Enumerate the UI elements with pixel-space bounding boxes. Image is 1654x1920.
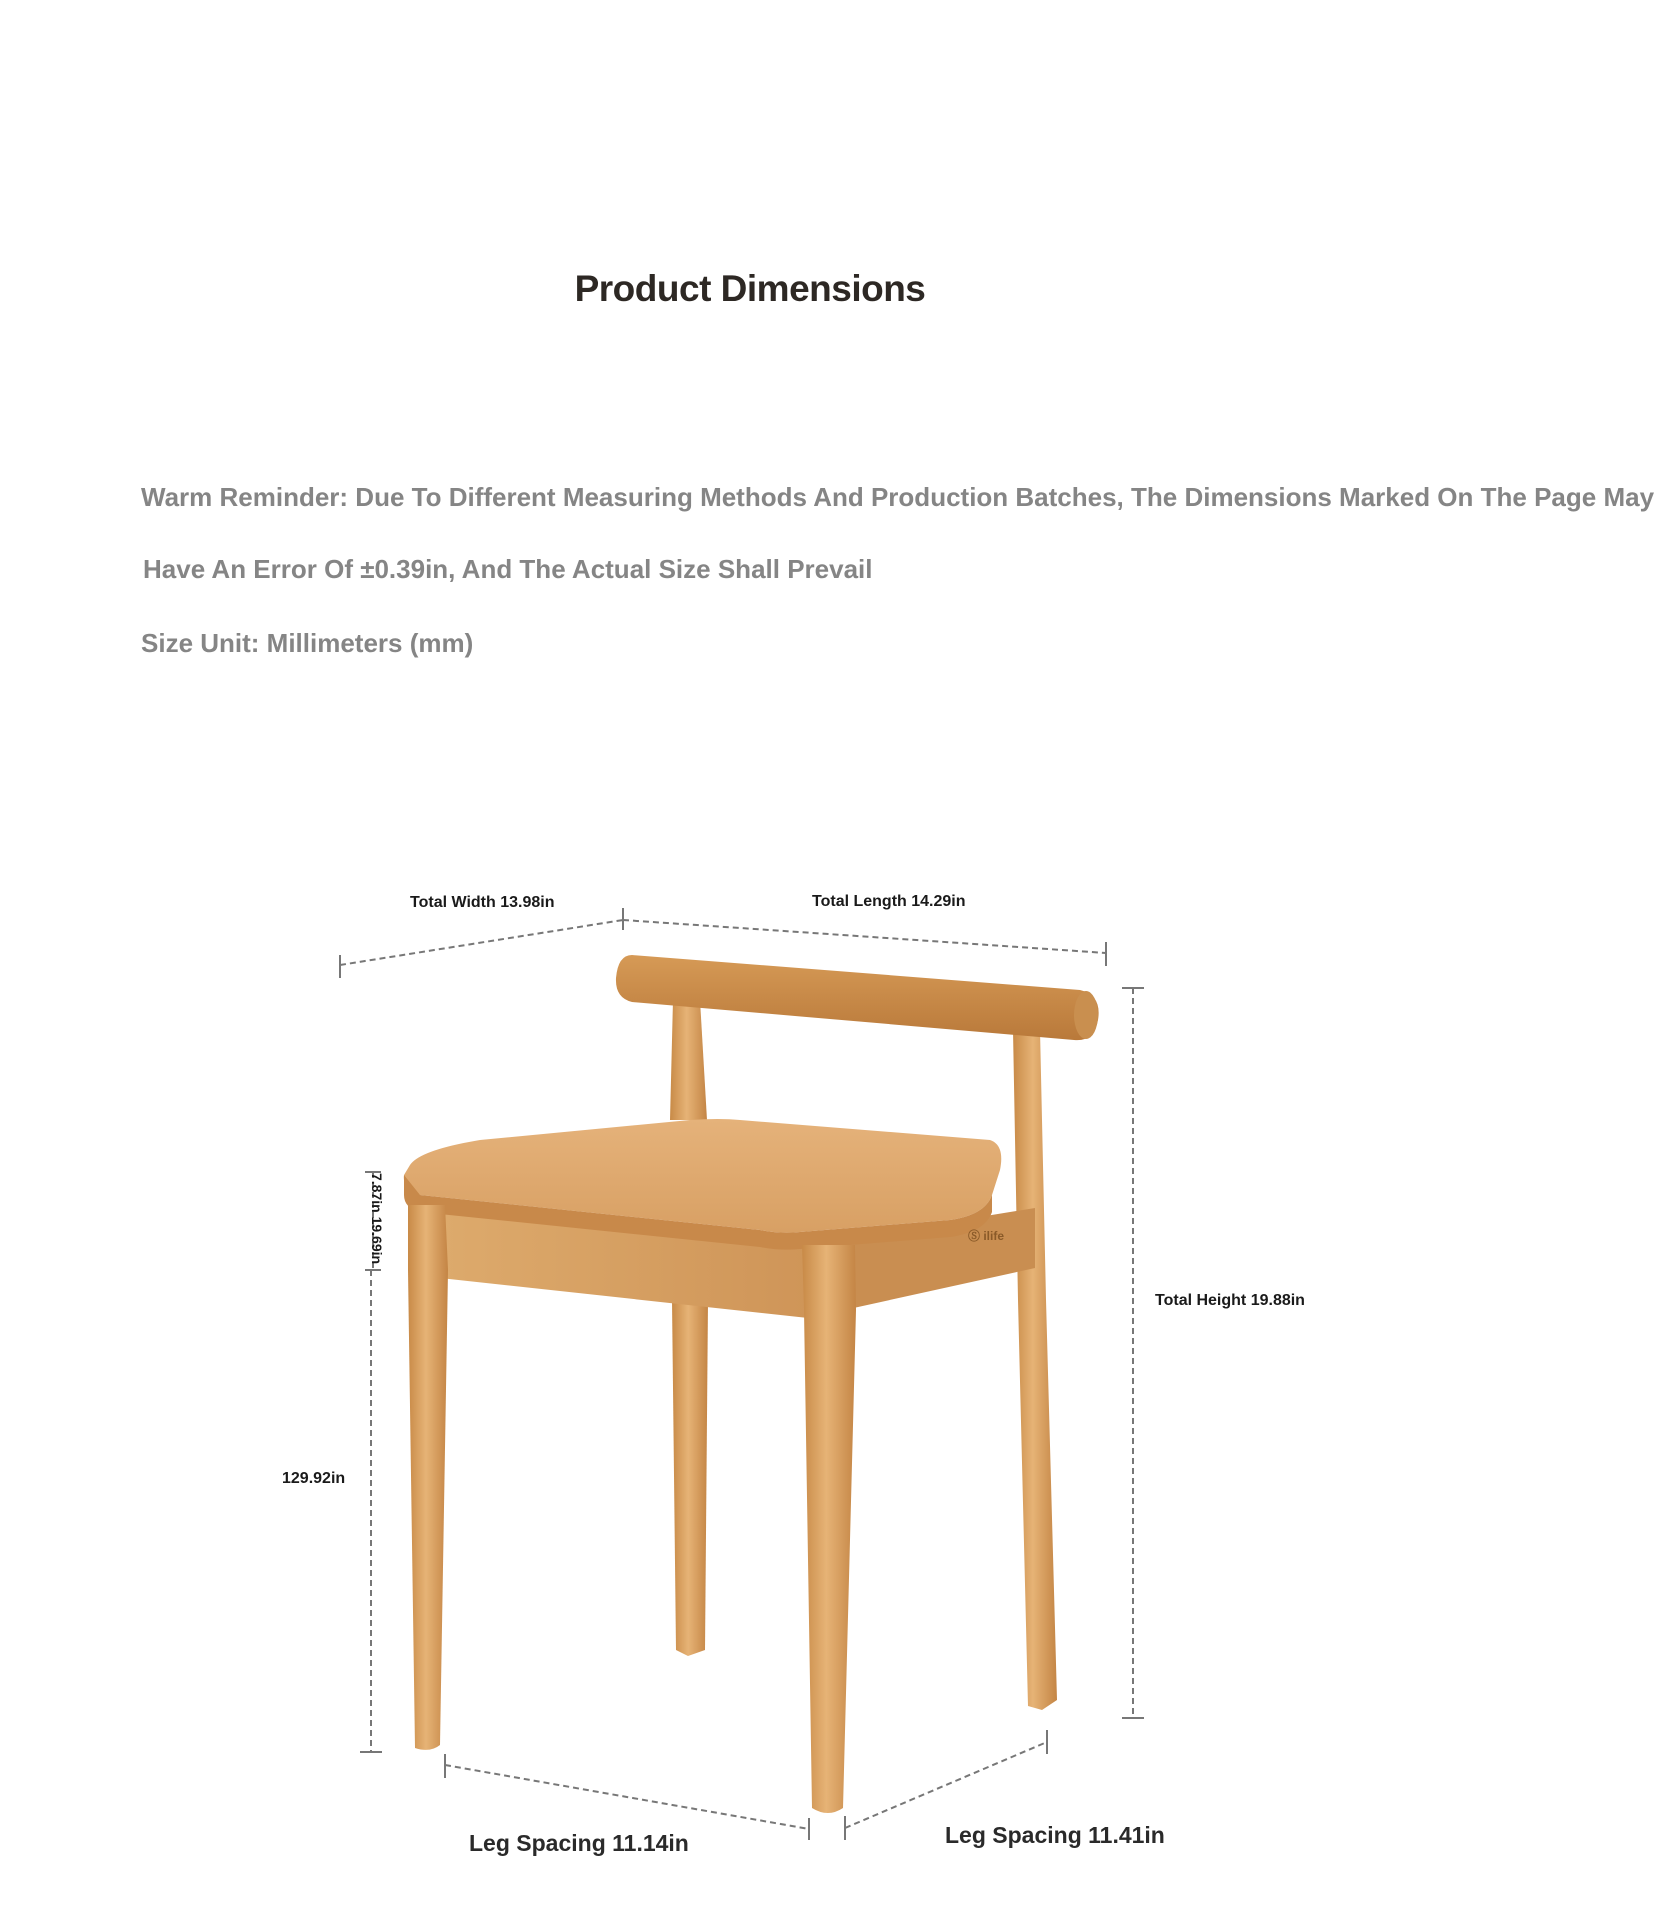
total-width-label: Total Width 13.98in	[410, 894, 555, 911]
backrest-dimension-label: 7.87in 19.69in	[369, 1173, 385, 1265]
page-title: Product Dimensions	[574, 268, 926, 309]
seat-height-label: 129.92in	[282, 1470, 346, 1487]
total-length-label: Total Length 14.29in	[812, 893, 966, 910]
leg-spacing-side-label: Leg Spacing 11.41in	[945, 1822, 1165, 1848]
total-height-label: Total Height 19.88in	[1155, 1292, 1305, 1309]
size-unit-note: Size Unit: Millimeters (mm)	[141, 628, 474, 658]
warm-reminder-line-2: Have An Error Of ±0.39in, And The Actual Size Shall Prevail	[143, 554, 873, 584]
chair-image	[404, 955, 1099, 1813]
warm-reminder-line-1: Warm Reminder: Due To Different Measuring Methods And Production Batches, The Dimensions Marked On The Page May	[141, 482, 1654, 512]
svg-text:Ⓢ ilife: Ⓢ ilife	[968, 1229, 1005, 1243]
leg-spacing-front-label: Leg Spacing 11.14in	[469, 1830, 689, 1856]
